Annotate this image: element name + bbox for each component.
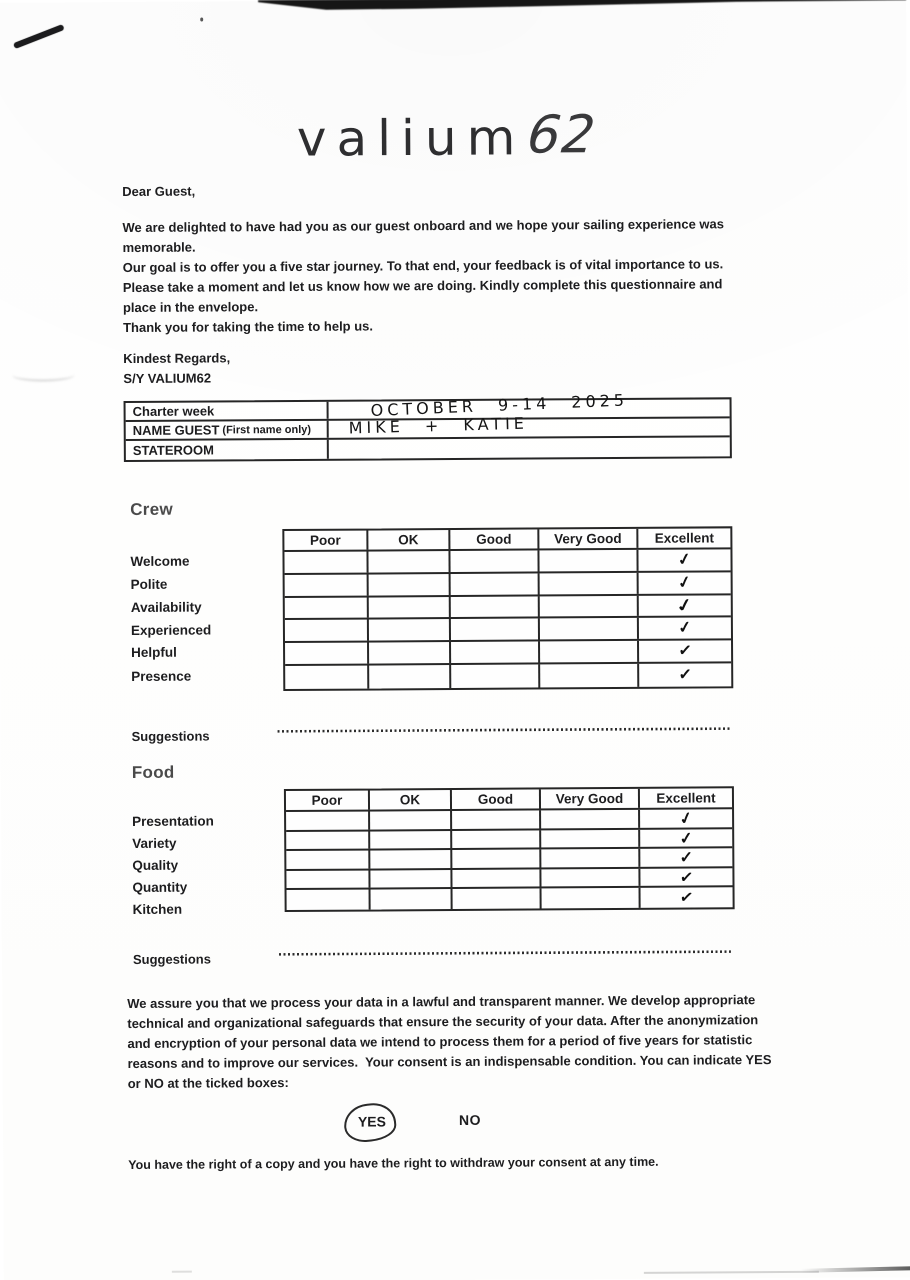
rating-cell: [286, 870, 370, 888]
scanner-edge-shadow: [0, 0, 906, 16]
column-header: OK: [368, 530, 450, 550]
rating-header-row: [284, 528, 730, 552]
column-header: Good: [452, 789, 541, 809]
rating-cell: [451, 664, 540, 687]
scan-smudge-artifact: [12, 368, 74, 381]
rating-cell: [452, 830, 541, 848]
rating-cell: [369, 619, 451, 640]
crew-row-label: Welcome: [130, 553, 190, 569]
rating-cell: [370, 811, 452, 829]
column-header: Excellent: [654, 530, 715, 546]
consent-line: or NO at the ticked boxes:: [127, 1075, 289, 1092]
yacht-signature: S/Y VALIUM62: [123, 370, 212, 387]
checkmark-icon: ✓: [674, 595, 696, 617]
rating-cell: [285, 597, 369, 618]
rating-cell: [369, 665, 451, 688]
rating-cell: [371, 889, 453, 909]
checkmark-icon: ✓: [679, 849, 694, 867]
rating-cell: [451, 619, 540, 640]
crew-row-label: Experienced: [130, 622, 212, 638]
letter-line: place in the envelope.: [122, 299, 259, 316]
rating-cell: [453, 889, 542, 909]
food-row-label: Variety: [132, 835, 177, 851]
no-option-label: NO: [458, 1111, 481, 1128]
rating-cell: [368, 551, 450, 572]
guest-name-handwritten-value: MIKE + KATIE: [348, 413, 529, 438]
rating-cell: [286, 851, 370, 869]
checkmark-icon: ✓: [678, 829, 694, 848]
consent-choice-row: [3, 1099, 910, 1155]
food-row-label: Kitchen: [132, 901, 183, 917]
food-suggestions-dotted-line: [279, 950, 731, 956]
checkmark-icon: ✓: [677, 619, 693, 639]
consent-footer-text: You have the right of a copy and you have the right to withdraw your consent at any time.: [128, 1154, 659, 1173]
pen-mark-artifact: [13, 24, 65, 49]
food-row-label: Quantity: [132, 879, 188, 895]
rating-row: [286, 809, 732, 831]
crew-suggestions-label: Suggestions: [131, 728, 210, 744]
salutation: Dear Guest,: [122, 183, 196, 200]
crew-rating-table: [282, 526, 733, 691]
yacht-logo: [297, 107, 697, 169]
column-header: Excellent: [656, 790, 716, 806]
rating-cell: [542, 888, 641, 908]
crew-row-label: Availability: [130, 599, 202, 615]
rating-cell: [284, 552, 368, 573]
rating-cell: [370, 850, 452, 868]
rating-row: [286, 829, 732, 851]
rating-cell: [452, 869, 541, 887]
rating-cell: [540, 573, 639, 594]
rating-header-row: [286, 788, 732, 812]
column-header: Very Good: [539, 529, 638, 549]
rating-cell: [452, 810, 541, 828]
data-consent-paragraph: [127, 990, 772, 1094]
rating-cell: [369, 597, 451, 618]
checkmark-icon: ✓: [677, 808, 695, 829]
charter-week-handwritten-value: OCTOBER 9-14 2025: [370, 390, 629, 420]
stateroom-label: STATEROOM: [132, 442, 215, 458]
rating-cell: [286, 812, 370, 830]
rating-cell: [285, 620, 369, 641]
rating-cell: [369, 574, 451, 595]
rating-cell: [450, 550, 539, 571]
consent-line: reasons and to improve our services. Your consent is an indispensable condition. You can indicate YES: [127, 1052, 772, 1072]
food-rating-table: [284, 786, 735, 912]
rating-cell: [285, 666, 369, 689]
guest-name-field: [329, 413, 730, 438]
rating-cell: [541, 869, 640, 887]
letter-line: We are delighted to have had you as our guest onboard and we hope your sailing experience was: [122, 216, 725, 236]
guest-name-label: NAME GUEST: [132, 422, 220, 438]
rating-cell: [369, 642, 451, 663]
letter-line: Please take a moment and let us know how we are doing. Kindly complete this questionnaire and: [122, 276, 723, 296]
consent-line: technical and organizational safeguards that ensure the security of your data. After the anonymization: [127, 1012, 759, 1032]
food-rating-section: [126, 786, 747, 925]
rating-cell: [540, 618, 639, 639]
column-header: OK: [370, 790, 452, 810]
consent-line: and encryption of your personal data we intend to process them for a period of five years for statistic: [127, 1032, 753, 1052]
checkmark-icon: ✓: [678, 888, 695, 908]
column-header: Poor: [286, 791, 370, 811]
letter-body: [122, 214, 724, 338]
rating-cell: [451, 642, 540, 663]
rating-cell: [539, 550, 638, 571]
letter-line: Our goal is to offer you a five star journey. To that end, your feedback is of vital importance to us.: [122, 256, 724, 276]
rating-cell: [540, 641, 639, 662]
charter-week-label: Charter week: [132, 403, 215, 419]
crew-section-heading: Crew: [130, 499, 174, 519]
crew-row-label: Presence: [131, 668, 192, 684]
rating-cell: [451, 596, 540, 617]
letter-closing: Kindest Regards,: [123, 350, 231, 367]
food-suggestions-label: Suggestions: [132, 951, 212, 967]
checkmark-icon: ✓: [678, 868, 695, 887]
letter-line: Thank you for taking the time to help us.: [123, 318, 374, 336]
scan-smudge-artifact: [172, 1271, 192, 1273]
rating-cell: [451, 573, 540, 594]
rating-row: [287, 888, 733, 910]
crew-rating-section: [124, 526, 745, 695]
rating-cell: [540, 664, 639, 687]
food-row-label: Presentation: [132, 813, 214, 829]
yes-option-label: YES: [357, 1113, 387, 1130]
stateroom-field: [329, 437, 730, 458]
crew-row-label: Helpful: [131, 644, 177, 660]
charter-info-table: [124, 390, 732, 462]
food-row-label: Quality: [132, 857, 179, 873]
rating-cell: [541, 829, 640, 847]
rating-cell: [452, 850, 541, 868]
rating-cell: [370, 870, 452, 888]
rating-row: [285, 595, 731, 621]
checkmark-icon: ✓: [677, 642, 693, 661]
checkmark-icon: ✓: [678, 666, 693, 685]
scan-streak-artifact: [644, 1271, 819, 1274]
table-row: [126, 437, 730, 460]
column-header: Poor: [284, 531, 368, 551]
charter-week-field: [329, 390, 730, 420]
rating-row: [285, 572, 731, 598]
checkmark-icon: ✓: [676, 573, 694, 594]
rating-cell: [541, 810, 640, 828]
rating-cell: [370, 831, 452, 849]
rating-cell: [541, 849, 640, 867]
crew-row-label: Polite: [130, 576, 168, 592]
rating-row: [285, 663, 731, 689]
crew-suggestions-dotted-line: [278, 727, 730, 733]
logo-brand-text: valium: [296, 109, 526, 168]
guest-name-note: (First name only): [222, 423, 312, 436]
rating-cell: [287, 890, 371, 910]
rating-cell: [285, 574, 369, 595]
rating-cell: [540, 595, 639, 616]
consent-line: We assure you that we process your data in a lawful and transparent manner. We develop appropriate: [127, 992, 756, 1012]
checkmark-icon: ✓: [676, 550, 693, 571]
column-header: Very Good: [541, 789, 640, 809]
rating-cell: [285, 643, 369, 664]
letter-line: memorable.: [122, 239, 196, 256]
rating-row: [284, 549, 730, 575]
logo-brand-number: 62: [519, 105, 605, 166]
column-header: Good: [450, 529, 539, 549]
ink-dot-artifact: [200, 18, 203, 22]
food-section-heading: Food: [131, 762, 175, 782]
rating-cell: [286, 831, 370, 849]
